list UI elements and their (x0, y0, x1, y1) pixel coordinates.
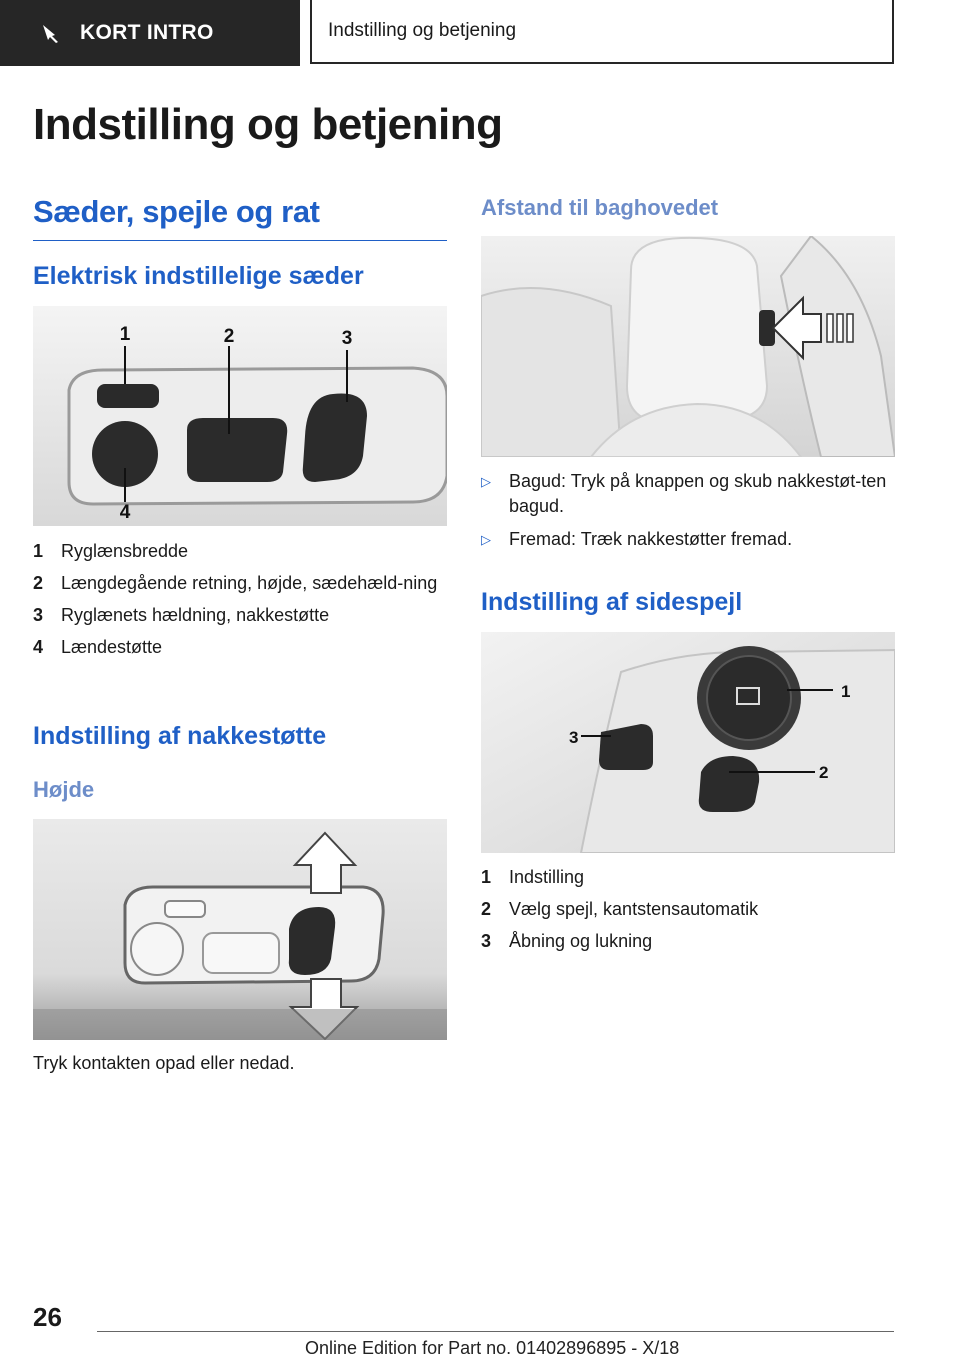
page-number: 26 (33, 1302, 62, 1332)
item-text: Bagud: Tryk på knappen og skub nakkestøt-ten bagud. (509, 471, 887, 516)
item-number: 1 (33, 541, 44, 561)
section-label: KORT INTRO (80, 21, 214, 44)
callout-2: 2 (223, 326, 235, 347)
list-item (33, 539, 447, 564)
chapter-tab[interactable] (310, 0, 894, 64)
section-tab[interactable] (0, 0, 300, 66)
list-item (481, 897, 895, 922)
callout-1: 1 (841, 682, 851, 701)
mirror-heading: Indstilling af sidespejl (481, 588, 743, 616)
item-text: Åbning og lukning (509, 931, 653, 951)
section-heading: Sæder, spejle og rat (33, 194, 447, 241)
item-text: Længdegående retning, højde, sædehæld-ning (61, 573, 438, 593)
headrest-heading: Indstilling af nakkestøtte (33, 722, 327, 750)
footer-edition: Online Edition for Part no. 01402896895 - X/18 (305, 1338, 680, 1358)
footer-divider (97, 1331, 894, 1332)
item-number: 2 (33, 573, 44, 593)
item-number: 1 (481, 867, 492, 887)
seats-heading: Elektrisk indstillelige sæder (33, 262, 364, 290)
triangle-bullet-icon: ▷ (481, 474, 491, 489)
item-text: Fremad: Træk nakkestøtter fremad. (509, 529, 793, 549)
arrow-icon (40, 22, 62, 44)
item-number: 3 (481, 931, 492, 951)
headrest-distance-image (481, 236, 895, 457)
list-item (481, 469, 895, 519)
seat-function-list (33, 539, 447, 667)
callout-3: 3 (569, 728, 579, 747)
triangle-bullet-icon: ▷ (481, 532, 491, 547)
item-text: Ryglænsbredde (61, 541, 189, 561)
headrest-height-image (33, 819, 447, 1040)
list-item (33, 635, 447, 660)
mirror-function-list (481, 865, 895, 961)
list-item (33, 571, 447, 596)
height-caption: Tryk kontakten opad eller nedad. (33, 1053, 295, 1073)
list-item (481, 527, 895, 552)
chapter-label: Indstilling og betjening (328, 20, 517, 41)
callout-2: 2 (819, 763, 829, 782)
list-item (33, 603, 447, 628)
callout-1: 1 (119, 324, 131, 345)
item-text: Lændestøtte (61, 637, 163, 657)
page-title: Indstilling og betjening (33, 100, 503, 149)
item-number: 4 (33, 637, 44, 657)
item-text: Ryglænets hældning, nakkestøtte (61, 605, 330, 625)
item-text: Indstilling (509, 867, 585, 887)
item-number: 3 (33, 605, 44, 625)
distance-list (481, 469, 895, 560)
list-item (481, 929, 895, 954)
seat-controls-image (33, 306, 447, 526)
item-text: Vælg spejl, kantstensautomatik (509, 899, 759, 919)
list-item (481, 865, 895, 890)
item-number: 2 (481, 899, 492, 919)
mirror-controls-image (481, 632, 895, 853)
distance-subheading: Afstand til baghovedet (481, 195, 719, 220)
height-subheading: Højde (33, 777, 95, 802)
callout-4: 4 (119, 502, 131, 523)
callout-3: 3 (341, 328, 353, 349)
